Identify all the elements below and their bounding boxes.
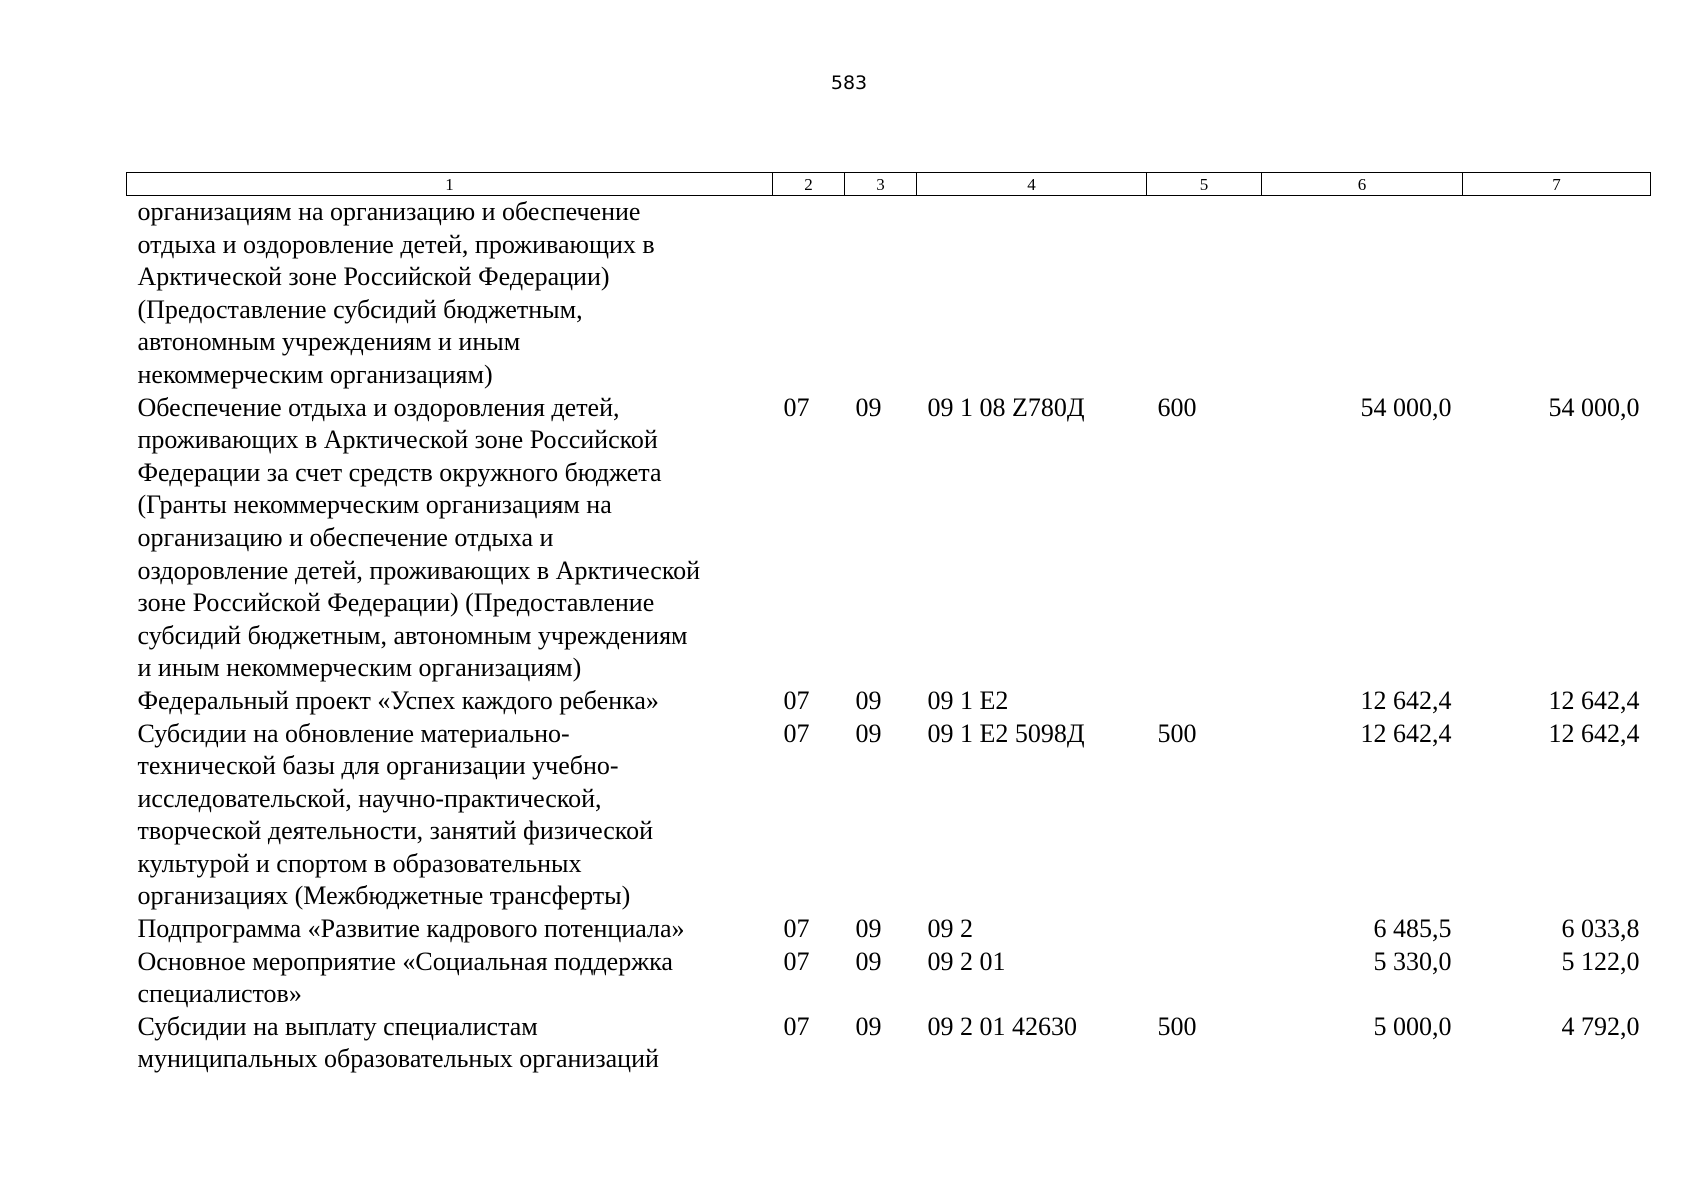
description-line: Субсидии на выплату специалистам (137, 1011, 538, 1041)
description-line: Федерации за счет средств окружного бюджета (137, 457, 662, 487)
subsection-code-cell: 09 (855, 392, 882, 422)
section-code-cell: 07 (783, 685, 810, 715)
amount-year2-cell: 12 642,4 (1548, 718, 1640, 748)
expense-type-code-cell (1147, 946, 1262, 1011)
table-row (127, 913, 1651, 946)
expense-type-code-cell: 600 (1157, 392, 1197, 422)
target-item-code-cell: 09 2 (927, 914, 973, 944)
subsection-code-cell: 09 (855, 685, 882, 715)
column-number-2: 2 (773, 173, 845, 196)
target-item-code-cell: 09 1 08 Z780Д (927, 392, 1085, 422)
description-line: и иным некоммерческим организациям) (137, 653, 582, 683)
description-line: Основное мероприятие «Социальная поддержка (137, 946, 673, 976)
section-code-cell (773, 196, 845, 392)
table-row (127, 946, 1651, 1011)
description-line: (Гранты некоммерческим организациям на (137, 490, 612, 520)
amount-year1-cell: 12 642,4 (1360, 685, 1452, 715)
table-row (127, 196, 1651, 392)
description-line: Арктической зоне Российской Федерации) (137, 262, 610, 292)
expense-type-code-cell (1147, 196, 1262, 392)
description-line: оздоровление детей, проживающих в Арктической (137, 555, 701, 585)
amount-year2-cell: 4 792,0 (1561, 1011, 1640, 1041)
description-line: специалистов» (137, 979, 302, 1009)
description-line: Обеспечение отдыха и оздоровления детей, (137, 392, 620, 422)
description-line: отдыха и оздоровление детей, проживающих в (137, 229, 655, 259)
target-item-code-cell: 09 1 E2 5098Д (927, 718, 1085, 748)
subsection-code-cell: 09 (855, 914, 882, 944)
description-line: некоммерческим организациям) (137, 359, 493, 389)
table-row (127, 718, 1651, 914)
row-description-cell (127, 946, 773, 1011)
target-item-code-cell (917, 196, 1147, 392)
subsection-code-cell: 09 (855, 718, 882, 748)
subsection-code-cell: 09 (855, 946, 882, 976)
column-number-5: 5 (1147, 173, 1262, 196)
amount-year1-cell: 54 000,0 (1360, 392, 1452, 422)
row-description-cell (127, 1011, 773, 1076)
amount-year2-cell: 12 642,4 (1548, 685, 1640, 715)
amount-year1-cell (1262, 196, 1463, 392)
section-code-cell: 07 (783, 1011, 810, 1041)
column-number-1: 1 (127, 173, 773, 196)
table-row (127, 392, 1651, 685)
amount-year1-cell: 6 485,5 (1373, 914, 1452, 944)
target-item-code-cell: 09 2 01 42630 (927, 1011, 1077, 1041)
column-number-6: 6 (1262, 173, 1463, 196)
row-description-cell (127, 392, 773, 685)
description-line: автономным учреждениям и иным (137, 327, 521, 357)
amount-year1-cell: 12 642,4 (1360, 718, 1452, 748)
subsection-code-cell (845, 196, 917, 392)
amount-year2-cell: 54 000,0 (1548, 392, 1640, 422)
expense-type-code-cell: 500 (1157, 718, 1197, 748)
target-item-code-cell: 09 2 01 (927, 946, 1006, 976)
expense-type-code-cell (1147, 913, 1262, 946)
row-description-cell (127, 196, 773, 392)
section-code-cell: 07 (783, 946, 810, 976)
description-line: организацию и обеспечение отдыха и (137, 522, 554, 552)
amount-year1-cell: 5 330,0 (1373, 946, 1452, 976)
row-description-cell (127, 718, 773, 914)
column-number-7: 7 (1463, 173, 1651, 196)
table-body (127, 196, 1651, 1077)
expense-type-code-cell (1147, 685, 1262, 718)
row-description-cell (127, 685, 773, 718)
description-line: Подпрограмма «Развитие кадрового потенциала» (137, 914, 685, 944)
description-line: Федеральный проект «Успех каждого ребенка» (137, 685, 659, 715)
amount-year2-cell: 5 122,0 (1561, 946, 1640, 976)
budget-table (126, 172, 1651, 1076)
amount-year2-cell: 6 033,8 (1561, 914, 1640, 944)
row-description-cell (127, 913, 773, 946)
description-line: субсидий бюджетным, автономным учреждениям (137, 620, 688, 650)
table-row (127, 685, 1651, 718)
description-line: творческой деятельности, занятий физической (137, 816, 654, 846)
amount-year1-cell: 5 000,0 (1373, 1011, 1452, 1041)
description-line: муниципальных образовательных организаций (137, 1044, 659, 1074)
subsection-code-cell: 09 (855, 1011, 882, 1041)
target-item-code-cell: 09 1 E2 (927, 685, 1009, 715)
column-number-4: 4 (917, 173, 1147, 196)
description-line: культурой и спортом в образовательных (137, 848, 582, 878)
section-code-cell: 07 (783, 718, 810, 748)
description-line: организациях (Межбюджетные трансферты) (137, 881, 631, 911)
description-line: технической базы для организации учебно- (137, 751, 619, 781)
description-line: зоне Российской Федерации) (Предоставление (137, 588, 655, 618)
description-line: проживающих в Арктической зоне Российской (137, 425, 658, 455)
column-number-3: 3 (845, 173, 917, 196)
section-code-cell: 07 (783, 914, 810, 944)
page-number: 583 (830, 72, 868, 94)
table-row (127, 1011, 1651, 1076)
amount-year2-cell (1463, 196, 1651, 392)
description-line: Субсидии на обновление материально- (137, 718, 570, 748)
expense-type-code-cell: 500 (1157, 1011, 1197, 1041)
description-line: организациям на организацию и обеспечение (137, 197, 641, 226)
section-code-cell: 07 (783, 392, 810, 422)
description-line: (Предоставление субсидий бюджетным, (137, 294, 583, 324)
description-line: исследовательской, научно-практической, (137, 783, 602, 813)
column-number-row (127, 173, 1651, 196)
